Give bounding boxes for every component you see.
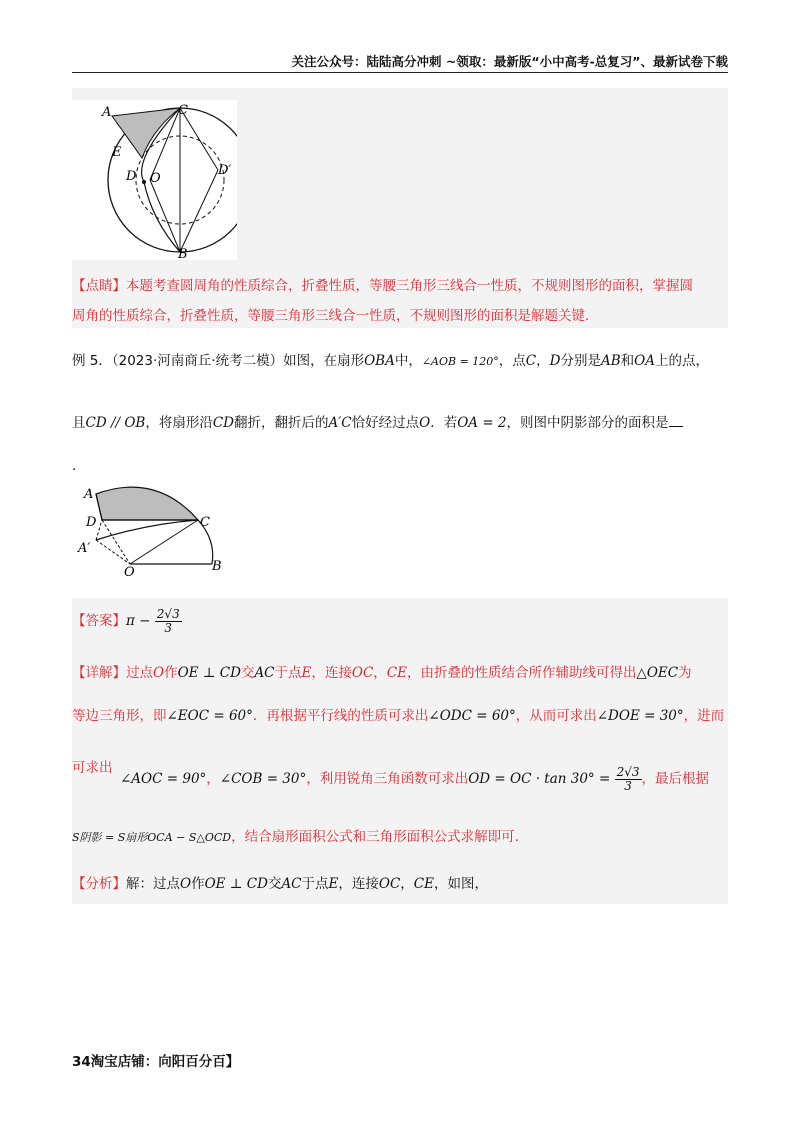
solution-block-2	[72, 598, 728, 904]
segment-co	[130, 520, 198, 564]
segment-a-prime-d	[96, 520, 102, 540]
detail-text: ，	[206, 771, 220, 787]
angle-eoc: ∠EOC = 60°	[166, 708, 253, 724]
arc-a-prime-c: A′C	[328, 415, 352, 431]
detail-text: 可求出	[72, 760, 113, 776]
example-text: 中，	[394, 353, 422, 369]
angle-odc: ∠ODC = 60°	[428, 708, 516, 724]
example-text: 和	[620, 353, 635, 369]
detail-text: 交	[240, 665, 255, 681]
label-d: D	[126, 169, 137, 184]
detail-text: ，	[373, 665, 387, 681]
angle-doe: ∠DOE = 30°	[596, 708, 684, 724]
triangle-oec: △OEC	[636, 665, 679, 681]
answer-blank	[669, 426, 683, 427]
segment-oc: OC	[378, 876, 401, 892]
detail-text: ，连接	[311, 665, 352, 681]
point-d: D	[549, 353, 561, 369]
point-o: O	[153, 665, 165, 681]
analysis-text: 作	[191, 876, 205, 892]
parallel-cd-ob: CD // OB	[85, 415, 146, 431]
example-text: ，点	[498, 353, 526, 369]
detail-text: 于点	[274, 665, 302, 681]
example-text: 分别是	[560, 353, 601, 369]
example-text: 翻折，翻折后的	[233, 415, 329, 431]
od-denominator: 3	[624, 778, 632, 793]
analysis-text: 交	[267, 876, 282, 892]
example-text: 上的点，	[654, 353, 709, 369]
perp-oe-cd: OE ⊥ CD	[177, 665, 241, 681]
detail-text: ，利用锐角三角函数可求出	[306, 771, 469, 787]
analysis-text: ，	[400, 876, 414, 892]
label-b: B	[178, 247, 188, 260]
point-e: E	[328, 876, 339, 892]
detail-text: ，进而	[683, 708, 725, 724]
od-fraction	[615, 766, 642, 793]
answer-tag: 【答案】	[72, 613, 126, 629]
segment-oc: OC	[351, 665, 374, 681]
example-text: .	[72, 458, 77, 474]
angle-aoc: ∠AOC = 90°	[120, 771, 207, 787]
detail-line-1	[72, 662, 692, 684]
label-c: C	[200, 515, 210, 530]
segment-ce: CE	[386, 665, 407, 681]
example-text: 例 5．（2023·河南商丘·统考二模）如图，在扇形	[72, 353, 365, 369]
example-text: ．若	[430, 415, 458, 431]
figure-circle-fold	[72, 100, 237, 260]
hint-tag: 【点睛】	[72, 278, 126, 294]
arc-ac: AC	[281, 876, 302, 892]
detail-text: ，结合扇形面积公式和三角形面积公式求解即可.	[231, 829, 519, 845]
detail-text: 等边三角形，即	[72, 708, 167, 724]
detail-line-4	[72, 764, 709, 794]
point-o: O	[180, 876, 192, 892]
point-e: E	[301, 665, 312, 681]
label-a: A	[102, 105, 112, 120]
example-line-1	[72, 350, 709, 373]
detail-text: ，最后根据	[641, 771, 709, 787]
detail-text: ，由折叠的性质结合所作辅助线可得出	[406, 665, 637, 681]
answer-pi: π −	[126, 613, 151, 629]
oa-equals-2: OA = 2	[457, 415, 507, 431]
segment-do	[102, 520, 130, 564]
hint-line-2	[72, 305, 589, 327]
label-b: B	[212, 559, 222, 574]
analysis-text: 于点	[301, 876, 329, 892]
answer-numerator: 2√3	[156, 606, 180, 621]
example-text: ，将扇形沿	[145, 415, 213, 431]
example-text: ，则图中阴影部分的面积是	[506, 415, 669, 431]
arc-ab: AB	[600, 353, 621, 369]
point-o: O	[419, 415, 431, 431]
page-footer	[72, 1050, 239, 1070]
detail-text: ．再根据平行线的性质可求出	[252, 708, 429, 724]
answer-line	[72, 606, 182, 636]
label-e: E	[112, 145, 122, 160]
example-text: 且	[72, 415, 86, 431]
angle-aob: ∠AOB = 120°	[421, 355, 499, 368]
example-line-2	[72, 412, 683, 434]
analysis-text: ，连接	[338, 876, 379, 892]
label-a-prime: A′	[78, 541, 91, 556]
label-d-prime: D′	[218, 163, 232, 178]
footer-text: 34淘宝店铺：向阳百分百】	[72, 1054, 240, 1070]
label-c: C	[178, 103, 188, 118]
example-text: 恰好经过点	[351, 415, 420, 431]
answer-fraction	[155, 608, 182, 635]
analysis-line	[72, 873, 488, 895]
area-formula: S阴影 = S扇形OCA − S△OCD	[72, 831, 232, 844]
center-point-o	[142, 180, 146, 184]
analysis-text: ，如图，	[433, 876, 488, 892]
label-o: O	[124, 565, 135, 576]
example-text: ，	[536, 353, 550, 369]
segment-cd: CD	[212, 415, 234, 431]
segment-ce: CE	[413, 876, 434, 892]
detail-text: ，从而可求出	[515, 708, 597, 724]
perp-oe-cd: OE ⊥ CD	[204, 876, 268, 892]
sector-name: OBA	[364, 353, 395, 369]
detail-tag: 【详解】	[72, 665, 126, 681]
label-o: O	[150, 171, 161, 186]
hint-text-1: 本题考查圆周角的性质综合，折叠性质，等腰三角形三线合一性质，不规则图形的面积，掌握圆	[126, 278, 693, 294]
od-equation: OD = OC · tan 30° =	[468, 771, 611, 787]
segment-oa: OA	[634, 353, 655, 369]
example-line-3	[72, 455, 76, 477]
analysis-tag: 【分析】	[72, 876, 126, 892]
detail-text: 为	[678, 665, 692, 681]
detail-line-5	[72, 826, 519, 849]
od-numerator: 2√3	[616, 764, 640, 779]
detail-text: 作	[164, 665, 178, 681]
arc-ac: AC	[254, 665, 275, 681]
hint-line-1	[72, 275, 693, 297]
analysis-text: 解：过点	[126, 876, 180, 892]
segment-a-prime-o	[96, 540, 130, 564]
angle-cob: ∠COB = 30°	[219, 771, 307, 787]
answer-denominator: 3	[164, 620, 173, 635]
header-text: 关注公众号：陆陆高分冲刺 ~领取：最新版“小中高考-总复习”、最新试卷下载	[291, 54, 728, 69]
label-a: A	[84, 487, 94, 502]
detail-text: 过点	[126, 665, 153, 681]
page-header	[72, 52, 728, 73]
point-c: C	[525, 353, 537, 369]
label-d: D	[86, 515, 97, 530]
shaded-region	[96, 487, 198, 520]
hint-text-2: 周角的性质综合，折叠性质，等腰三角形三线合一性质，不规则图形的面积是解题关键.	[72, 308, 590, 324]
detail-line-2	[72, 705, 724, 727]
figure-sector-fold	[76, 480, 236, 576]
